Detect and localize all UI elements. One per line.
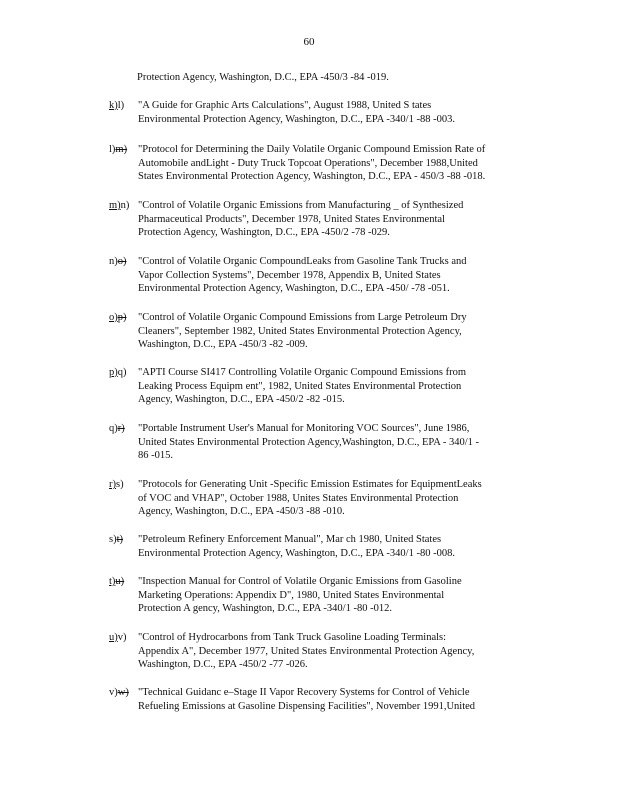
text-line: States Environmental Protection Agency, Washington, D.C., EPA - 450/3 -88 -018. — [138, 171, 486, 183]
text-line: Agency, Washington, D.C., EPA -450/2 -82 -015. — [138, 394, 345, 406]
reference-text — [138, 686, 538, 713]
deleted-label: m) — [115, 144, 128, 155]
deleted-label: r) — [117, 423, 125, 434]
reference-text — [138, 631, 538, 672]
reference-label — [109, 99, 139, 113]
reference-label — [109, 143, 139, 157]
inserted-label: r) — [109, 479, 116, 490]
reference-label — [109, 311, 139, 325]
plain-label: s) — [116, 479, 124, 490]
reference-text — [138, 255, 538, 296]
text-line: "Control of Volatile Organic Compound Emissions from Large Petroleum Dry — [138, 312, 467, 323]
reference-entry — [109, 199, 539, 240]
reference-entry — [109, 478, 539, 519]
reference-entry — [109, 366, 539, 407]
reference-text — [138, 366, 538, 407]
text-line: "Petroleum Refinery Enforcement Manual", Mar ch 1980, United States — [138, 534, 442, 545]
deleted-label: t) — [116, 534, 124, 545]
plain-label: l) — [117, 100, 125, 111]
reference-entry — [109, 533, 539, 560]
deleted-label: w) — [117, 687, 129, 698]
text-line: Cleaners", September 1982, United States Environmental Protection Agency, — [138, 325, 462, 337]
plain-label: q) — [109, 423, 118, 434]
text-line: "Protocols for Generating Unit -Specific Emission Estimates for EquipmentLeaks — [138, 479, 482, 490]
deleted-label: o) — [117, 256, 127, 267]
deleted-label: p) — [117, 312, 127, 323]
text-line: "Technical Guidanc e–Stage II Vapor Recovery Systems for Control of Vehicle — [138, 687, 470, 698]
text-line: "A Guide for Graphic Arts Calculations", August 1988, United S tates — [138, 100, 432, 111]
reference-text — [138, 143, 538, 184]
reference-label — [109, 575, 139, 589]
text-line: Environmental Protection Agency, Washington, D.C., EPA -450/ -78 -051. — [138, 283, 450, 295]
reference-entry — [109, 255, 539, 296]
page-number: 60 — [303, 36, 315, 48]
inserted-label: t) — [109, 576, 116, 587]
reference-text — [138, 478, 538, 519]
continued-reference — [137, 71, 537, 85]
plain-label: q) — [117, 367, 127, 378]
text-line: "Inspection Manual for Control of Volatile Organic Emissions from Gasoline — [138, 576, 462, 587]
reference-label — [109, 686, 139, 700]
reference-label — [109, 533, 139, 547]
plain-label: n) — [120, 200, 130, 211]
plain-label: s) — [109, 534, 117, 545]
inserted-label: o) — [109, 312, 118, 323]
text-line: Protection A gency, Washington, D.C., EPA -340/1 -80 -012. — [138, 603, 392, 615]
plain-label: v) — [117, 632, 127, 643]
plain-label: l) — [109, 144, 116, 155]
text-line: Agency, Washington, D.C., EPA -450/3 -88 -010. — [138, 506, 345, 518]
reference-label — [109, 478, 139, 492]
inserted-label: k) — [109, 100, 118, 111]
reference-label — [109, 422, 139, 436]
deleted-label: u) — [115, 576, 125, 587]
text-line: Protection Agency, Washington, D.C., EPA -450/3 -84 -019. — [137, 72, 389, 83]
text-line: "Control of Hydrocarbons from Tank Truck Gasoline Loading Terminals: — [138, 632, 447, 643]
reference-label — [109, 366, 139, 380]
text-line: 86 -015. — [138, 450, 173, 462]
reference-entry — [109, 575, 539, 616]
text-line: "Protocol for Determining the Daily Volatile Organic Compound Emission Rate of — [138, 144, 486, 155]
reference-text — [138, 422, 538, 463]
reference-entry — [109, 143, 539, 184]
text-line: Environmental Protection Agency, Washington, D.C., EPA -340/1 -88 -003. — [138, 113, 455, 125]
reference-text — [138, 311, 538, 352]
text-line: Washington, D.C., EPA -450/3 -82 -009. — [138, 339, 308, 351]
reference-text — [138, 199, 538, 240]
reference-entry — [109, 422, 539, 463]
text-line: Protection Agency, Washington, D.C., EPA -450/2 -78 -029. — [138, 227, 390, 239]
reference-entry — [109, 686, 539, 713]
reference-label — [109, 255, 139, 269]
reference-text — [138, 575, 538, 616]
text-line: United States Environmental Protection Agency,Washington, D.C., EPA - 340/1 - — [138, 436, 480, 448]
reference-text — [138, 99, 538, 126]
plain-label: n) — [109, 256, 118, 267]
text-line: Leaking Process Equipm ent", 1982, United States Environmental Protection — [138, 380, 462, 392]
text-line: "APTI Course SI417 Controlling Volatile Organic Compound Emissions from — [138, 367, 467, 378]
text-line: Pharmaceutical Products", December 1978, United States Environmental — [138, 213, 445, 225]
text-line: Vapor Collection Systems", December 1978, Appendix B, United States — [138, 269, 441, 281]
text-line: "Control of Volatile Organic CompoundLeaks from Gasoline Tank Trucks and — [138, 256, 467, 267]
reference-entry — [109, 311, 539, 352]
plain-label: v) — [109, 687, 118, 698]
text-line: Environmental Protection Agency, Washington, D.C., EPA -340/1 -80 -008. — [138, 547, 455, 559]
reference-label — [109, 631, 139, 645]
text-line: Refueling Emissions at Gasoline Dispensing Facilities", November 1991,United — [138, 700, 476, 712]
inserted-label: u) — [109, 632, 118, 643]
text-line: Marketing Operations: Appendix D", 1980, United States Environmental — [138, 589, 445, 601]
text-line: "Portable Instrument User's Manual for Monitoring VOC Sources", June 1986, — [138, 423, 470, 434]
inserted-label: m) — [109, 200, 121, 211]
reference-entry — [109, 631, 539, 672]
reference-text — [138, 533, 538, 560]
text-line: Automobile andLight - Duty Truck Topcoat Operations", December 1988,United — [138, 157, 478, 169]
reference-entry — [109, 99, 539, 126]
inserted-label: p) — [109, 367, 118, 378]
reference-label — [109, 199, 139, 213]
text-line: Washington, D.C., EPA -450/2 -77 -026. — [138, 659, 308, 671]
text-line: "Control of Volatile Organic Emissions from Manufacturing _ of Synthesized — [138, 200, 464, 211]
text-line: of VOC and VHAP", October 1988, Unites States Environmental Protection — [138, 492, 459, 504]
text-line: Appendix A", December 1977, United States Environmental Protection Agency, — [138, 645, 475, 657]
